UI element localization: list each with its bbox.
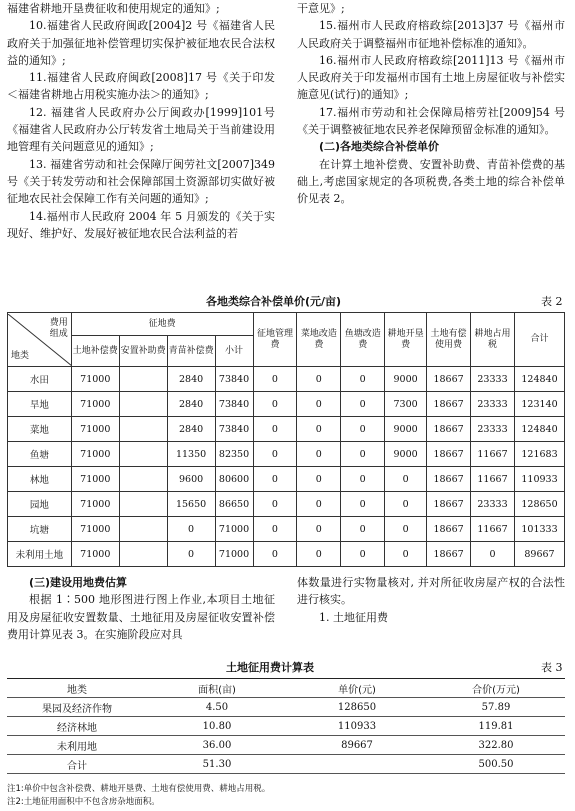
table-cell: 119.81 — [427, 717, 565, 736]
land-type-cell: 菜地 — [8, 417, 72, 442]
table-cell: 2840 — [167, 417, 215, 442]
table2-number: 表 2 — [541, 295, 563, 308]
table-cell: 0 — [341, 542, 385, 567]
right_top-paragraph: 16.福州市人民政府榕政综[2011]13 号《福州市人民政府关于印发福州市国有土地上房屋征收与补偿实施意见(试行)的通知》; — [297, 53, 565, 102]
table3-header: 面积(亩) — [147, 679, 287, 698]
table2-subheader: 土地补偿费 — [71, 336, 119, 367]
table-cell: 123140 — [514, 392, 564, 417]
table-cell — [287, 755, 427, 774]
table-cell: 0 — [297, 442, 341, 467]
table-cell: 73840 — [215, 392, 253, 417]
table-cell: 500.50 — [427, 755, 565, 774]
table-cell: 9000 — [385, 367, 427, 392]
table2-header: 合计 — [514, 313, 564, 367]
land-acquisition-cost-table — [7, 678, 565, 774]
left_top-paragraph: 福建省耕地开垦费征收和使用规定的通知》; — [7, 2, 220, 15]
land-type-cell: 水田 — [8, 367, 72, 392]
table-cell: 0 — [253, 367, 297, 392]
table-cell: 0 — [385, 467, 427, 492]
table-row — [8, 442, 565, 467]
table-cell: 11667 — [471, 442, 515, 467]
table2-corner-top: 费用组成 — [49, 317, 68, 339]
table-cell: 101333 — [514, 517, 564, 542]
table-cell: 36.00 — [147, 736, 287, 755]
table2-subheader: 安置补助费 — [119, 336, 167, 367]
table-notes — [7, 783, 270, 809]
table-cell: 0 — [297, 492, 341, 517]
table-cell: 7300 — [385, 392, 427, 417]
right_top-paragraph: 17.福州市劳动和社会保障局榕劳社[2009]54 号《关于调整被征地农民养老保障预留金标准的通知》。 — [297, 105, 565, 137]
table-cell: 73840 — [215, 417, 253, 442]
table-cell: 0 — [253, 517, 297, 542]
table-cell: 0 — [471, 542, 515, 567]
table-cell: 9600 — [167, 467, 215, 492]
table-row — [8, 392, 565, 417]
table-cell: 18667 — [427, 517, 471, 542]
table-cell: 51.30 — [147, 755, 287, 774]
table-cell: 18667 — [427, 417, 471, 442]
table-cell: 0 — [167, 542, 215, 567]
table-cell: 11667 — [471, 467, 515, 492]
table-row — [7, 698, 565, 717]
table-cell: 71000 — [215, 542, 253, 567]
table-cell — [119, 467, 167, 492]
right_top-paragraph: (二)各地类综合补偿单价 — [319, 140, 440, 154]
land-type-cell: 旱地 — [8, 392, 72, 417]
table-cell — [119, 542, 167, 567]
table-cell: 23333 — [471, 492, 515, 517]
table-cell: 86650 — [215, 492, 253, 517]
table-cell: 11350 — [167, 442, 215, 467]
table-cell: 89667 — [514, 542, 564, 567]
left_top-paragraph: 13. 福建省劳动和社会保障厅闽劳社文[2007]349 号《关于转发劳动和社会保障部国土资源部切实做好被征地农民社会保障工作有关问题的通知》; — [7, 157, 275, 206]
table2-group-header: 征地费 — [71, 313, 253, 336]
table-cell: 71000 — [71, 417, 119, 442]
table2-corner-cell — [8, 313, 72, 367]
table-cell: 0 — [385, 492, 427, 517]
table-cell — [119, 442, 167, 467]
table-cell: 0 — [297, 367, 341, 392]
table-cell: 9000 — [385, 417, 427, 442]
table-cell: 15650 — [167, 492, 215, 517]
table-cell: 23333 — [471, 367, 515, 392]
mid_right-paragraph: 1. 土地征用费 — [319, 610, 388, 624]
table-row — [7, 755, 565, 774]
table-cell: 0 — [297, 417, 341, 442]
table-row — [8, 542, 565, 567]
table-cell: 18667 — [427, 467, 471, 492]
table-cell: 71000 — [71, 542, 119, 567]
table-cell: 10.80 — [147, 717, 287, 736]
land-type-cell: 鱼塘 — [8, 442, 72, 467]
table2-subheader: 青苗补偿费 — [167, 336, 215, 367]
table-cell — [119, 492, 167, 517]
left_top-paragraph: 12. 福建省人民政府办公厅闽政办[1999]101号《福建省人民政府办公厅转发省土地局关于当前建设用地管理有关问题意见的通知》; — [7, 105, 275, 154]
table-cell: 0 — [385, 542, 427, 567]
left_top-paragraph: 10.福建省人民政府闽政[2004]2 号《福建省人民政府关于加强征地补偿管理切实保护被征地农民合法权益的通知》; — [7, 19, 275, 67]
right_top-paragraph: 15.福州市人民政府榕政综[2013]37 号《福州市人民政府关于调整福州市征地补偿标准的通知》。 — [297, 19, 565, 50]
note-line: 注2:土地征用面积中不包含房杂地面积。 — [7, 797, 160, 807]
table-cell: 18667 — [427, 492, 471, 517]
table3-header: 地类 — [7, 679, 147, 698]
table-cell: 128650 — [287, 698, 427, 717]
table-cell: 23333 — [471, 392, 515, 417]
table3-header: 单价(元) — [287, 679, 427, 698]
table-cell — [119, 367, 167, 392]
mid_right-paragraph: 体数量进行实物量核对, 并对所征收房屋产权的合法性进行核实。 — [297, 576, 565, 607]
table-cell: 18667 — [427, 367, 471, 392]
table-cell: 0 — [297, 517, 341, 542]
table2-header: 土地有偿使用费 — [427, 313, 471, 367]
table-cell: 0 — [167, 517, 215, 542]
table-cell: 0 — [341, 367, 385, 392]
table-row — [8, 417, 565, 442]
land-type-cell: 未利用土地 — [8, 542, 72, 567]
table-cell: 124840 — [514, 417, 564, 442]
table3-header: 合价(万元) — [427, 679, 565, 698]
table-cell: 71000 — [71, 442, 119, 467]
compensation-unit-price-table — [7, 312, 565, 567]
table-row — [8, 492, 565, 517]
table-cell: 11667 — [471, 517, 515, 542]
table-cell: 0 — [341, 492, 385, 517]
table-cell: 71000 — [71, 517, 119, 542]
table-cell: 0 — [341, 442, 385, 467]
table-cell: 71000 — [215, 517, 253, 542]
land-type-cell: 坑塘 — [8, 517, 72, 542]
table-cell: 73840 — [215, 367, 253, 392]
table-cell: 18667 — [427, 392, 471, 417]
table2-title: 各地类综合补偿单价(元/亩) — [206, 295, 342, 308]
table-cell: 9000 — [385, 442, 427, 467]
right_top-paragraph: 干意见》; — [297, 2, 345, 15]
table2-corner-bottom: 地类 — [11, 350, 30, 361]
table-cell: 71000 — [71, 467, 119, 492]
table-cell: 124840 — [514, 367, 564, 392]
mid_left-paragraph: (三)建设用地费估算 — [29, 576, 128, 589]
right_top-paragraph: 在计算土地补偿费、安置补助费、青苗补偿费的基础上,考虑国家规定的各项税费,各类土地的综合补偿单价见表 2。 — [297, 157, 565, 206]
table-cell: 0 — [297, 542, 341, 567]
table-cell: 110933 — [514, 467, 564, 492]
table-cell: 89667 — [287, 736, 427, 755]
table-cell: 0 — [253, 442, 297, 467]
table-cell: 322.80 — [427, 736, 565, 755]
table-cell: 128650 — [514, 492, 564, 517]
table-row — [8, 467, 565, 492]
table2-header: 鱼塘改造费 — [341, 313, 385, 367]
table-cell: 18667 — [427, 542, 471, 567]
table-cell: 80600 — [215, 467, 253, 492]
table-cell — [119, 417, 167, 442]
table-cell: 4.50 — [147, 698, 287, 717]
left_top-paragraph: 14.福州市人民政府 2004 年 5 月颁发的《关于实现好、维护好、发展好被征地农民合法利益的若 — [7, 209, 275, 240]
table-cell: 合计 — [7, 755, 147, 774]
table-cell — [119, 517, 167, 542]
table-cell: 果园及经济作物 — [7, 698, 147, 717]
table-cell: 82350 — [215, 442, 253, 467]
table-cell: 0 — [341, 417, 385, 442]
table-row — [7, 736, 565, 755]
table-cell: 0 — [253, 467, 297, 492]
mid_left-paragraph: 根据 1∶500 地形图进行图上作业,本项目土地征用及房屋征收安置数量、土地征用及房屋征收安置补偿费用计算见表 3。在实施阶段应对具 — [7, 593, 275, 641]
table2-subheader: 小计 — [215, 336, 253, 367]
table-cell: 0 — [297, 392, 341, 417]
left-column-text — [7, 0, 275, 242]
table-cell: 0 — [253, 542, 297, 567]
table-cell: 2840 — [167, 367, 215, 392]
table-cell: 23333 — [471, 417, 515, 442]
table-cell: 0 — [341, 517, 385, 542]
table2-header: 耕地开垦费 — [385, 313, 427, 367]
table2-header: 耕地占用税 — [471, 313, 515, 367]
table-row — [7, 717, 565, 736]
table-cell — [119, 392, 167, 417]
section3-text — [7, 574, 275, 643]
table3-number: 表 3 — [541, 661, 563, 674]
table-cell: 18667 — [427, 442, 471, 467]
table2-header: 征地管理费 — [253, 313, 297, 367]
table-cell: 0 — [341, 467, 385, 492]
table-cell: 2840 — [167, 392, 215, 417]
land-type-cell: 园地 — [8, 492, 72, 517]
table-cell: 经济林地 — [7, 717, 147, 736]
left_top-paragraph: 11.福建省人民政府闽政[2008]17 号《关于印发＜福建省耕地占用税实施办法＞的通知》; — [7, 71, 275, 102]
table-cell: 121683 — [514, 442, 564, 467]
table-cell: 0 — [253, 392, 297, 417]
section3-continued-text — [297, 574, 565, 626]
table-cell: 71000 — [71, 367, 119, 392]
land-type-cell: 林地 — [8, 467, 72, 492]
table-cell: 未利用地 — [7, 736, 147, 755]
table-cell: 110933 — [287, 717, 427, 736]
right-column-text — [297, 0, 565, 208]
table-cell: 57.89 — [427, 698, 565, 717]
table-cell: 71000 — [71, 392, 119, 417]
table-cell: 0 — [385, 517, 427, 542]
table-cell: 0 — [341, 392, 385, 417]
table-cell: 0 — [297, 467, 341, 492]
note-line: 注1:单价中包含补偿费、耕地开垦费、土地有偿使用费、耕地占用税。 — [7, 784, 271, 794]
table2-header: 菜地改造费 — [297, 313, 341, 367]
table-row — [8, 517, 565, 542]
table-cell: 0 — [253, 492, 297, 517]
table-cell: 71000 — [71, 492, 119, 517]
table-cell: 0 — [253, 417, 297, 442]
table3-title: 土地征用费计算表 — [226, 661, 314, 674]
table-row — [8, 367, 565, 392]
